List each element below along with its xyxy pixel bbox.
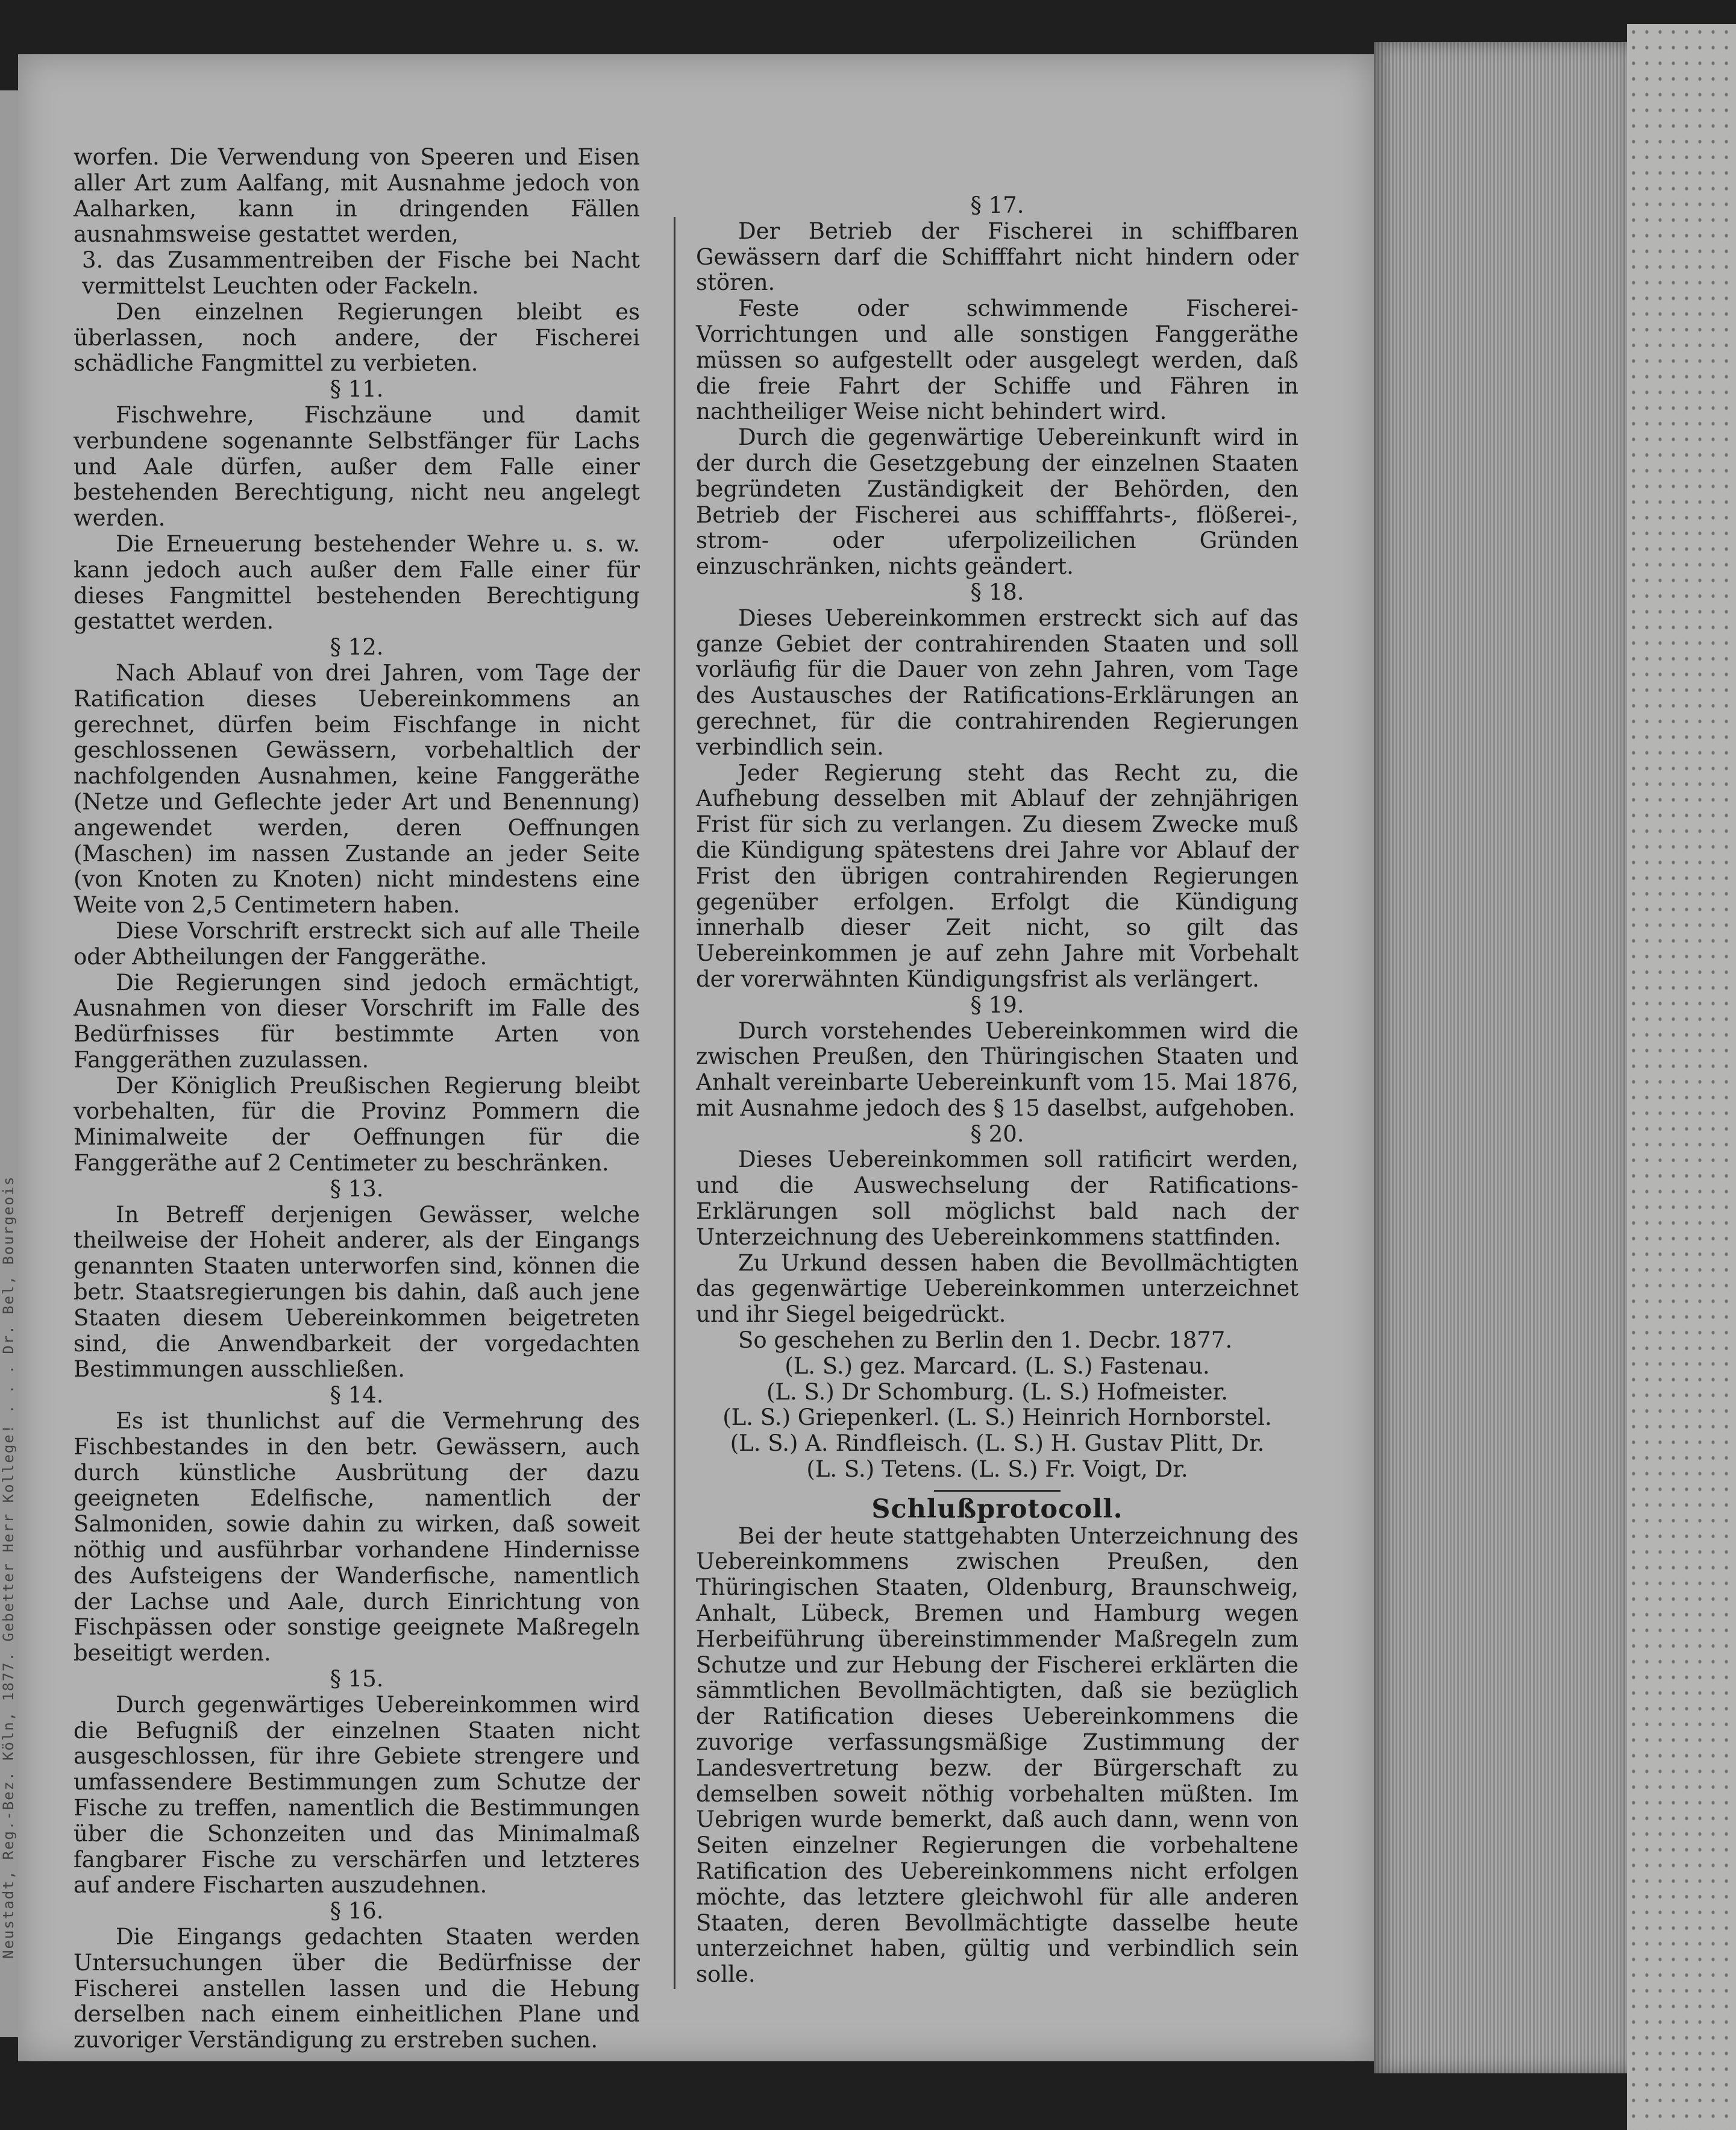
section-heading-11: § 11. (330, 376, 384, 403)
paragraph: Dieses Uebereinkommen erstreckt sich auf das ganze Gebiet der contrahirenden Staaten und soll vorläufig für die Dauer von zehn Jahren, vom Tage des Austausches der Ratifications-Erklärungen an gerechnet, für die contrahirenden Regierungen verbindlich sein. (696, 605, 1299, 760)
paragraph: Nach Ablauf von drei Jahren, vom Tage der Ratification dieses Uebereinkommens an gerechnet, dürfen beim Fischfange in nicht geschlossenen Gewässern, vorbehaltlich der nachfolgenden Ausnahmen, keine Fanggeräthe (Netze und Geflechte jeder Art und Benennung) angewendet werden, deren Oeffnungen (Maschen) im nassen Zustande an jeder Seite (von Knoten zu Knoten) nicht mindestens eine Weite von 2,5 Centimetern haben. (74, 659, 640, 919)
signature-line: (L. S.) Dr Schomburg. (L. S.) Hofmeister. (766, 1378, 1228, 1405)
section-heading-12: § 12. (330, 634, 384, 661)
section-heading-13: § 13. (330, 1175, 384, 1202)
list-item: 3. das Zusammentreiben der Fische bei Nacht vermittelst Leuchten oder Fackeln. (82, 247, 640, 299)
section-heading-18: § 18. (970, 579, 1024, 605)
margin-fragment-text: Neustadt, Reg.-Bez. Köln, 1877. Gebetter Herr Kollege! . . . Dr. Bel, Bourgeois (0, 1175, 17, 1959)
paragraph: Den einzelnen Regierungen bleibt es überlassen, noch andere, der Fischerei schädliche Fangmittel zu verbieten. (74, 298, 640, 377)
paragraph: Der Königlich Preußischen Regierung bleibt vorbehalten, für die Provinz Pommern die Minimalweite der Oeffnungen für die Fanggeräthe auf 2 Centimeter zu beschränken. (74, 1072, 640, 1177)
signature-line: (L. S.) A. Rindfleisch. (L. S.) H. Gustav Plitt, Dr. (730, 1430, 1265, 1457)
paragraph: Die Erneuerung bestehender Wehre u. s. w. kann jedoch auch außer dem Falle einer für dieses Fangmittel bestehenden Berechtigung gestattet werden. (74, 530, 640, 635)
paragraph: Fischwehre, Fischzäune und damit verbundene sogenannte Selbstfänger für Lachs und Aale dürfen, außer dem Falle einer bestehenden Berechtigung, nicht neu angelegt werden. (74, 401, 640, 532)
paragraph: Zu Urkund dessen haben die Bevollmächtigten das gegenwärtige Uebereinkommen unterzeichnet und ihr Siegel beigedrückt. (696, 1249, 1299, 1328)
paragraph: In Betreff derjenigen Gewässer, welche theilweise der Hoheit anderer, als der Eingangs genannten Staaten unterworfen sind, können die betr. Staatsregierungen bis dahin, daß auch jene Staaten diesem Uebereinkommen beigetreten sind, die Anwendbarkeit der vorgedachten Bestimmungen ausschließen. (74, 1201, 640, 1383)
paragraph: Es ist thunlichst auf die Vermehrung des Fischbestandes in den betr. Gewässern, auch durch künstliche Ausbrütung der dazu geeigneten Edelfische, namentlich der Salmoniden, sowie dahin zu wirken, daß soweit nöthig und ausführbar vorhandene Hindernisse des Aufsteigens der Wanderfische, namentlich der Lachse und Aale, durch Einrichtung von Fischpässen oder sonstige geeignete Maßregeln beseitigt werden. (74, 1408, 640, 1667)
paragraph: Jeder Regierung steht das Recht zu, die Aufhebung desselben mit Ablauf der zehnjährigen Frist für sich zu verlangen. Zu diesem Zwecke muß die Kündigung spätestens drei Jahre vor Ablauf der Frist den übrigen contrahirenden Regierungen gegenüber erfolgen. Erfolgt die Kündigung innerhalb dieser Zeit nicht, so gilt das Uebereinkommen je auf zehn Jahre mit Vorbehalt der vorerwähnten Kündigungsfrist als verlängert. (696, 759, 1299, 992)
paragraph: Die Regierungen sind jedoch ermächtigt, Ausnahmen von dieser Vorschrift im Falle des Bedürfnisses für bestimmte Arten von Fanggeräthen zuzulassen. (74, 969, 640, 1073)
section-heading-17: § 17. (970, 192, 1024, 218)
signature-line: (L. S.) Griepenkerl. (L. S.) Heinrich Hornborstel. (722, 1404, 1272, 1431)
protocol-heading: Schlußprotocoll. (871, 1494, 1123, 1524)
column-divider (674, 217, 675, 1989)
book-cover-edge (1627, 24, 1736, 2130)
section-rule (934, 1490, 1061, 1492)
paragraph: Bei der heute stattgehabten Unterzeichnung des Uebereinkommens zwischen Preußen, den Thüringischen Staaten, Oldenburg, Braunschweig, Anhalt, Lübeck, Bremen und Hamburg wegen Herbeiführung übereinstimmender Maßregeln zum Schutze und zur Hebung der Fischerei erklärten die sämmtlichen Bevollmächtigten, daß sie bezüglich der Ratification dieses Uebereinkommens die zuvorige verfassungsmäßige Zustimmung der Landesvertretung bezw. der Bürgerschaft zu demselben soweit nöthig vorbehalten müßten. Im Uebrigen wurde bemerkt, daß auch dann, wenn von Seiten einzelner Regierungen die vorbehaltene Ratification des Uebereinkommens nicht erfolgen möchte, das letztere gleichwohl für alle anderen Staaten, deren Bevollmächtigte dasselbe heute unterzeichnet haben, gültig und verbindlich sein solle. (696, 1522, 1299, 1988)
paragraph: Durch die gegenwärtige Uebereinkunft wird in der durch die Gesetzgebung der einzelnen Staaten begründeten Zuständigkeit der Behörden, den Betrieb der Fischerei aus schifffahrts-, flößerei-, strom- oder uferpolizeilichen Gründen einzuschränken, nichts geändert. (696, 424, 1299, 580)
section-heading-20: § 20. (970, 1120, 1024, 1147)
paragraph: worfen. Die Verwendung von Speeren und Eisen aller Art zum Aalfang, mit Ausnahme jedoch von Aalharken, kann in dringenden Fällen ausnahmsweise gestattet werden, (74, 144, 640, 248)
paragraph: Der Betrieb der Fischerei in schiffbaren Gewässern darf die Schifffahrt nicht hindern oder stören. (696, 218, 1299, 296)
section-heading-14: § 14. (330, 1382, 384, 1409)
paragraph: Die Eingangs gedachten Staaten werden Untersuchungen über die Bedürfnisse der Fischerei anstellen lassen und die Hebung derselben nach einem einheitlichen Plane und zuvoriger Verständigung zu erstreben suchen. (74, 1923, 640, 2053)
paragraph: Feste oder schwimmende Fischerei-Vorrichtungen und alle sonstigen Fanggeräthe müssen so aufgestellt oder ausgelegt werden, daß die freie Fahrt der Schiffe und Fähren in nachtheiliger Weise nicht behindert wird. (696, 295, 1299, 425)
page-edges (1374, 42, 1627, 2073)
book-page (18, 54, 1374, 2061)
right-column (696, 193, 1299, 1988)
section-heading-19: § 19. (970, 991, 1024, 1018)
paragraph: Durch vorstehendes Uebereinkommen wird die zwischen Preußen, den Thüringischen Staaten und Anhalt vereinbarte Uebereinkunft vom 15. Mai 1876, mit Ausnahme jedoch des § 15 daselbst, aufgehoben. (696, 1017, 1299, 1121)
paragraph: Dieses Uebereinkommen soll ratificirt werden, und die Auswechselung der Ratifications-Erklärungen soll möglichst bald nach der Unterzeichnung des Uebereinkommens stattfinden. (696, 1146, 1299, 1250)
left-column (74, 145, 640, 2053)
signature-line: (L. S.) Tetens. (L. S.) Fr. Voigt, Dr. (806, 1456, 1188, 1483)
paragraph: Diese Vorschrift erstreckt sich auf alle Theile oder Abtheilungen der Fanggeräthe. (74, 917, 640, 970)
section-heading-15: § 15. (330, 1666, 384, 1692)
section-heading-16: § 16. (330, 1898, 384, 1924)
signature-line: (L. S.) gez. Marcard. (L. S.) Fastenau. (785, 1352, 1210, 1379)
date-line: So geschehen zu Berlin den 1. Decbr. 1877. (738, 1327, 1233, 1354)
paragraph: Durch gegenwärtiges Uebereinkommen wird die Befugniß der einzelnen Staaten nicht ausgeschlossen, für ihre Gebiete strengere und umfassendere Bestimmungen zum Schutze der Fische zu treffen, namentlich die Bestimmungen über die Schonzeiten und das Minimalmaß fangbarer Fische zu verschärfen und letzteres auf andere Fischarten auszudehnen. (74, 1691, 640, 1899)
